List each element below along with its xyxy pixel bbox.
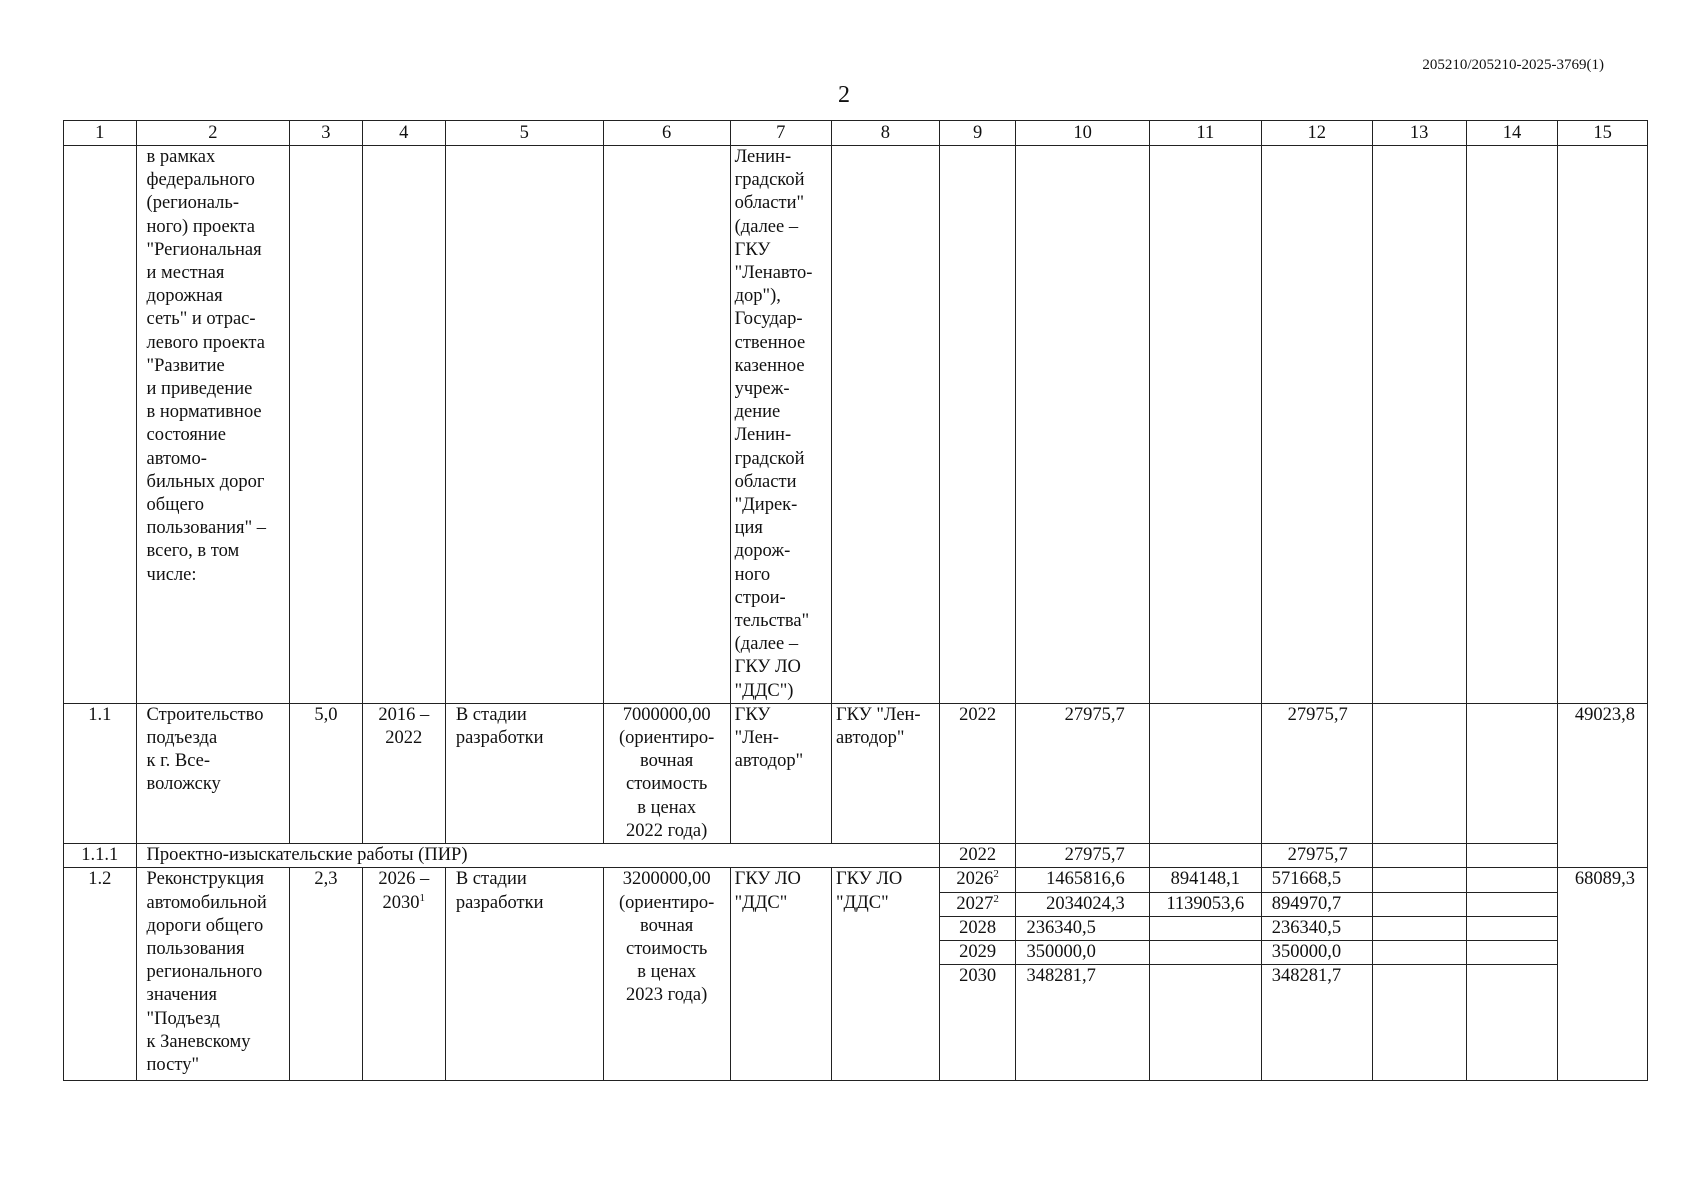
regional-value: 894970,7 bbox=[1261, 892, 1372, 916]
column-number: 1 bbox=[64, 121, 137, 146]
column-number: 4 bbox=[362, 121, 445, 146]
object-name: Реконструкция автомобильной дороги общего пользования регионального значения "Подъезд к Заневскому посту" bbox=[136, 868, 290, 1081]
total-value: 350000,0 bbox=[1016, 940, 1149, 964]
col15-value: 49023,8 bbox=[1558, 703, 1648, 867]
regional-value: 27975,7 bbox=[1261, 703, 1372, 843]
table-row bbox=[64, 844, 1648, 868]
regional-value: 571668,5 bbox=[1261, 868, 1372, 892]
customer-value: ГКУ ЛО "ДДС" bbox=[730, 868, 831, 1081]
col13-value bbox=[1372, 703, 1466, 843]
total-value: 27975,7 bbox=[1016, 844, 1149, 868]
row-number: 1.1.1 bbox=[64, 844, 137, 868]
federal-value: 894148,1 bbox=[1149, 868, 1261, 892]
federal-value bbox=[1149, 844, 1261, 868]
total-value: 236340,5 bbox=[1016, 916, 1149, 940]
table-row bbox=[64, 703, 1648, 843]
page-number: 2 bbox=[838, 82, 850, 108]
period-value: 2016 – 2022 bbox=[362, 703, 445, 843]
federal-value bbox=[1149, 940, 1261, 964]
period-value: 2026 – 2030$^1$ bbox=[362, 868, 445, 1081]
column-number-row bbox=[64, 121, 1648, 146]
column-number: 14 bbox=[1466, 121, 1558, 146]
footnote-mark: 1 bbox=[419, 891, 425, 904]
footnote-mark: 2 bbox=[993, 868, 999, 881]
regional-value: 27975,7 bbox=[1261, 844, 1372, 868]
year-value: 2028 bbox=[939, 916, 1016, 940]
regional-value: 236340,5 bbox=[1261, 916, 1372, 940]
table-row bbox=[64, 868, 1648, 892]
year-value: 2029 bbox=[939, 940, 1016, 964]
year-value: 2022 bbox=[939, 703, 1016, 843]
status-value: В стадии разработки bbox=[445, 703, 603, 843]
customer-value: ГКУ "Лен- автодор" bbox=[730, 703, 831, 843]
column-number: 15 bbox=[1558, 121, 1648, 146]
customer-continuation: Ленин- градской области" (далее – ГКУ "Ленавто- дор"), Государ- ственное казенное учреж- дение Ленин- градской области "Дирек- ция дорож- ного строи- тельства" (далее – ГКУ ЛО "ДДС") bbox=[730, 146, 831, 704]
length-value: 2,3 bbox=[290, 868, 363, 1081]
column-number: 9 bbox=[939, 121, 1016, 146]
cost-value: 7000000,00 (ориентиро- вочная стоимость в ценах 2022 года) bbox=[603, 703, 730, 843]
regional-value: 350000,0 bbox=[1261, 940, 1372, 964]
year-value: 2022 bbox=[939, 844, 1016, 868]
column-number: 3 bbox=[290, 121, 363, 146]
total-value: 2034024,3 bbox=[1016, 892, 1149, 916]
column-number: 6 bbox=[603, 121, 730, 146]
column-number: 5 bbox=[445, 121, 603, 146]
cost-value: 3200000,00 (ориентиро- вочная стоимость в ценах 2023 года) bbox=[603, 868, 730, 1081]
document-number: 205210/205210-2025-3769(1) bbox=[1422, 57, 1604, 73]
year-value: 2030 bbox=[939, 965, 1016, 1081]
total-value: 1465816,6 bbox=[1016, 868, 1149, 892]
column-number: 12 bbox=[1261, 121, 1372, 146]
executor-value: ГКУ ЛО "ДДС" bbox=[831, 868, 939, 1081]
year-value: 2027$^2$ bbox=[939, 892, 1016, 916]
program-description: в рамках федерального (региональ- ного) проекта "Региональная и местная дорожная сеть" и отрас- левого проекта "Развитие и приведение в нормативное состояние автомо- бильных дорог общего пользования" – всего, в том числе: bbox=[136, 146, 290, 704]
row-number: 1.2 bbox=[64, 868, 137, 1081]
total-value: 348281,7 bbox=[1016, 965, 1149, 1081]
object-name: Строительство подъезда к г. Все- воложску bbox=[136, 703, 290, 843]
total-value: 27975,7 bbox=[1016, 703, 1149, 843]
federal-value bbox=[1149, 703, 1261, 843]
col14-value bbox=[1466, 703, 1558, 843]
column-number: 13 bbox=[1372, 121, 1466, 146]
column-number: 8 bbox=[831, 121, 939, 146]
executor-value: ГКУ "Лен- автодор" bbox=[831, 703, 939, 843]
column-number: 2 bbox=[136, 121, 290, 146]
status-value: В стадии разработки bbox=[445, 868, 603, 1081]
column-number: 7 bbox=[730, 121, 831, 146]
program-table bbox=[63, 120, 1648, 1081]
regional-value: 348281,7 bbox=[1261, 965, 1372, 1081]
federal-value: 1139053,6 bbox=[1149, 892, 1261, 916]
year-value: 2026$^2$ bbox=[939, 868, 1016, 892]
row-number: 1.1 bbox=[64, 703, 137, 843]
federal-value bbox=[1149, 916, 1261, 940]
federal-value bbox=[1149, 965, 1261, 1081]
length-value: 5,0 bbox=[290, 703, 363, 843]
column-number: 11 bbox=[1149, 121, 1261, 146]
footnote-mark: 2 bbox=[993, 892, 999, 905]
col15-value: 68089,3 bbox=[1558, 868, 1648, 1081]
column-number: 10 bbox=[1016, 121, 1149, 146]
continuation-row bbox=[64, 146, 1648, 704]
work-name: Проектно-изыскательские работы (ПИР) bbox=[136, 844, 939, 868]
